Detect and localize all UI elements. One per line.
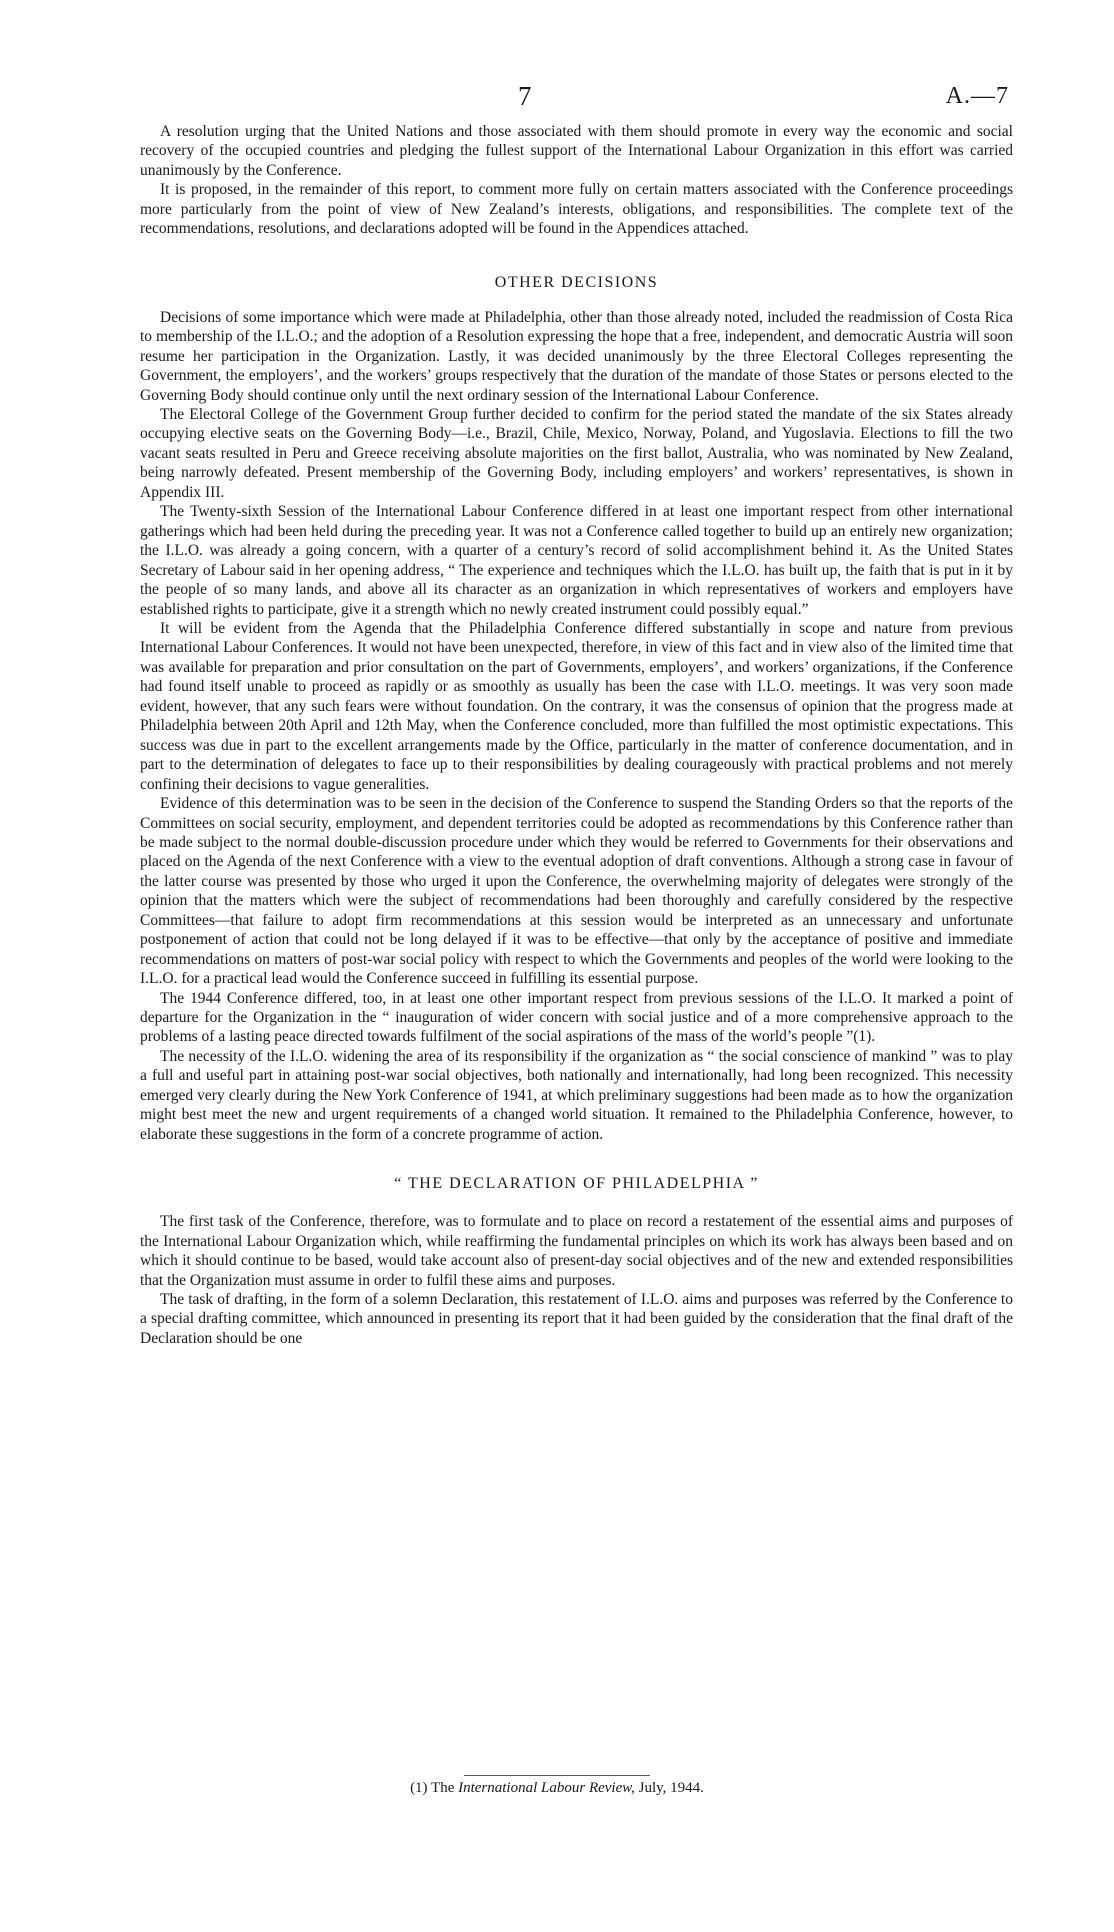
paragraph: Evidence of this determination was to be seen in the decision of the Conference to suspend the Standing Orders so that the reports of the Committees on social security, employment, and dependent territories could be adopted as recommendations by this Conference rather than be made subject to the normal double-discussion procedure under which they would be referred to Governments for their observations and placed on the Agenda of the next Conference with a view to the eventual adoption of draft conventions. Although a strong case in favour of the latter course was presented by those who urged it upon the Conference, the overwhelming majority of delegates were strongly of the opinion that the matters which were the subject of recommendations had been thoroughly and carefully considered by the respective Committees—that failure to adopt firm recommendations at this session would be interpreted as an unnecessary and unfortunate postponement of action that could not be long delayed if it was to be effective—that only by the acceptance of positive and immediate recommendations on matters of post-war social policy with respect to which the Governments and peoples of the world were looking to the I.L.O. for a practical lead would the Conference succeed in fulfilling its essential purpose. (140, 795, 1013, 988)
footnote-marker: (1) The (410, 1780, 455, 1796)
document-series-number: A.—7 (945, 83, 1009, 109)
paragraph: Decisions of some importance which were made at Philadelphia, other than those already noted, included the readmission of Costa Rica to membership of the I.L.O.; and the adoption of a Resolution expressing the hope that a free, independent, and democratic Austria will soon resume her participation in the Organization. Lastly, it was decided unanimously by the three Electoral Colleges representing the Government, the employers’, and the workers’ groups respectively that the duration of the mandate of those States or persons elected to the Governing Body should continue only until the next ordinary session of the International Labour Conference. (140, 308, 1013, 404)
footnote-publication: International Labour Review, (458, 1780, 635, 1796)
footnote-divider (464, 1775, 650, 1776)
paragraph: The Twenty-sixth Session of the International Labour Conference differed in at least one important respect from other international gatherings which had been held during the preceding year. It was not a Conference called together to build up an entirely new organization; the I.L.O. was already a going concern, with a quarter of a century’s record of solid accomplishment behind it. As the United States Secretary of Labour said in her opening address, “ The experience and techniques which the I.L.O. has built up, the faith that is put in it by the people of so many lands, and above all its character as an organization in which representatives of workers and employers have established rights to participate, give it a strength which no newly created instrument could possibly equal.” (140, 503, 1013, 618)
section-heading-other-decisions: OTHER DECISIONS (494, 273, 659, 291)
page-header (0, 78, 1114, 114)
paragraph: It is proposed, in the remainder of this report, to comment more fully on certain matters associated with the Conference proceedings more particularly from the point of view of New Zealand’s interests, obligations, and responsibilities. The complete text of the recommendations, resolutions, and declarations adopted will be found in the Appendices attached. (140, 181, 1013, 238)
paragraph: The necessity of the I.L.O. widening the area of its responsibility if the organization as “ the social conscience of mankind ” was to play a full and useful part in attaining post-war social objectives, both nationally and internationally, had long been recognized. This necessity emerged very clearly during the New York Conference of 1941, at which preliminary suggestions had been made as to how the organization might best meet the new and urgent requirements of a changed world situation. It remained to the Philadelphia Conference, however, to elaborate these suggestions in the form of a concrete programme of action. (140, 1047, 1013, 1143)
footnote-date: July, 1944. (638, 1780, 704, 1796)
paragraph: The 1944 Conference differed, too, in at least one other important respect from previous sessions of the I.L.O. It marked a point of departure for the Organization in the “ inauguration of wider concern with social justice and of a more comprehensive approach to the problems of a lasting peace directed towards fulfilment of the social aspirations of the mass of the world’s people ”(1). (140, 989, 1013, 1046)
paragraph: The Electoral College of the Government Group further decided to confirm for the period stated the mandate of the six States already occupying elective seats on the Governing Body—i.e., Brazil, Chile, Mexico, Norway, Poland, and Yugoslavia. Elections to fill the two vacant seats resulted in Peru and Greece receiving absolute majorities on the first ballot, Australia, who was nominated by New Zealand, being narrowly defeated. Present membership of the Governing Body, including employers’ and workers’ representatives, is shown in Appendix III. (140, 405, 1013, 501)
footnote (0, 1779, 1114, 1798)
paragraph: It will be evident from the Agenda that the Philadelphia Conference differed substantially in scope and nature from previous International Labour Conferences. It would not have been unexpected, therefore, in view of this fact and in view also of the limited time that was available for preparation and prior consultation on the part of Governments, employers’, and workers’ organizations, if the Conference had found itself unable to proceed as rapidly or as smoothly as usually has been the case with I.L.O. meetings. It was very soon made evident, however, that any such fears were without foundation. On the contrary, it was the consensus of opinion that the progress made at Philadelphia between 20th April and 12th May, when the Conference concluded, more than fulfilled the most optimistic expectations. This success was due in part to the excellent arrangements made by the Office, particularly in the matter of conference documentation, and in part to the determination of delegates to face up to their responsibilities by dealing courageously with practical problems and not merely confining their decisions to vague generalities. (140, 619, 1013, 793)
section-heading-declaration-of-philadelphia: “ THE DECLARATION OF PHILADELPHIA ” (394, 1175, 759, 1193)
paragraph: A resolution urging that the United Nations and those associated with them should promote in every way the economic and social recovery of the occupied countries and pledging the fullest support of the International Labour Organization in this effort was carried unanimously by the Conference. (140, 123, 1013, 179)
paragraph: The first task of the Conference, therefore, was to formulate and to place on record a restatement of the essential aims and purposes of the International Labour Organization which, while reaffirming the fundamental principles on which its work has always been based and on which it should continue to be based, would take account also of present-day social objectives and of the new and extended responsibilities that the Organization must assume in order to fulfil these aims and purposes. (140, 1213, 1013, 1289)
paragraph: The task of drafting, in the form of a solemn Declaration, this restatement of I.L.O. aims and purposes was referred by the Conference to a special drafting committee, which announced in presenting its report that it had been guided by the consideration that the final draft of the Declaration should be one (140, 1291, 1013, 1347)
body-text (140, 122, 1013, 1348)
page-number: 7 (518, 81, 532, 111)
